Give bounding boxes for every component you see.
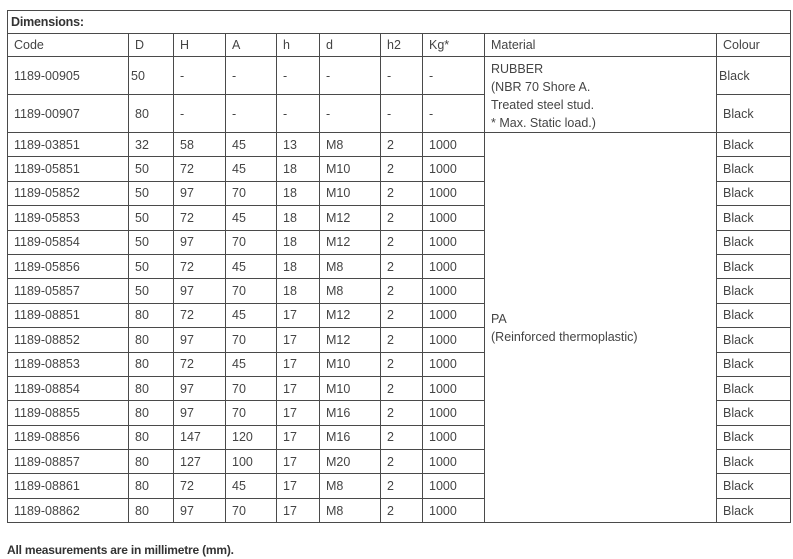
cell-h2: 2 bbox=[381, 157, 423, 181]
cell-code: 1189-00907 bbox=[8, 95, 129, 133]
cell-h-small: 17 bbox=[277, 376, 320, 400]
cell-code: 1189-00905 bbox=[8, 57, 129, 95]
cell-d-thread: M10 bbox=[320, 157, 381, 181]
cell-a: 70 bbox=[226, 376, 277, 400]
cell-h-height: 97 bbox=[174, 376, 226, 400]
cell-d-diameter: 80 bbox=[129, 328, 174, 352]
cell-h-small: - bbox=[277, 57, 320, 95]
material-line: Treated steel stud. bbox=[491, 98, 595, 112]
header-d-thread: d bbox=[320, 34, 381, 57]
cell-kg: 1000 bbox=[423, 401, 485, 425]
cell-d-thread: M20 bbox=[320, 450, 381, 474]
cell-a: 45 bbox=[226, 474, 277, 498]
table-row bbox=[8, 133, 791, 157]
cell-code: 1189-05853 bbox=[8, 206, 129, 230]
cell-d-diameter: 32 bbox=[129, 133, 174, 157]
cell-a: 100 bbox=[226, 450, 277, 474]
cell-d-thread: M8 bbox=[320, 279, 381, 303]
cell-h-height: 72 bbox=[174, 474, 226, 498]
cell-h-small: 18 bbox=[277, 279, 320, 303]
cell-d-diameter: 50 bbox=[129, 206, 174, 230]
cell-d-thread: M10 bbox=[320, 376, 381, 400]
section-title: Dimensions: bbox=[8, 11, 791, 34]
cell-a: 70 bbox=[226, 401, 277, 425]
cell-d-diameter: 80 bbox=[129, 376, 174, 400]
cell-h-small: 17 bbox=[277, 498, 320, 522]
cell-colour: Black bbox=[717, 206, 791, 230]
cell-a: 70 bbox=[226, 230, 277, 254]
cell-colour: Black bbox=[717, 328, 791, 352]
cell-colour: Black bbox=[717, 157, 791, 181]
cell-d-diameter: 80 bbox=[129, 425, 174, 449]
cell-a: 45 bbox=[226, 254, 277, 278]
cell-a: 45 bbox=[226, 352, 277, 376]
table-row bbox=[8, 57, 791, 95]
cell-h-small: 17 bbox=[277, 328, 320, 352]
cell-h-small: 17 bbox=[277, 425, 320, 449]
cell-kg: 1000 bbox=[423, 230, 485, 254]
header-h2: h2 bbox=[381, 34, 423, 57]
cell-kg: - bbox=[423, 57, 485, 95]
cell-colour: Black bbox=[717, 352, 791, 376]
header-colour: Colour bbox=[717, 34, 791, 57]
cell-colour: Black bbox=[717, 376, 791, 400]
cell-d-diameter: 50 bbox=[129, 279, 174, 303]
cell-kg: 1000 bbox=[423, 328, 485, 352]
cell-kg: 1000 bbox=[423, 206, 485, 230]
header-a: A bbox=[226, 34, 277, 57]
cell-h2: 2 bbox=[381, 181, 423, 205]
cell-h-height: 97 bbox=[174, 498, 226, 522]
cell-h-height: 72 bbox=[174, 352, 226, 376]
cell-code: 1189-05851 bbox=[8, 157, 129, 181]
cell-colour: Black bbox=[717, 279, 791, 303]
header-material: Material bbox=[485, 34, 717, 57]
cell-h2: 2 bbox=[381, 254, 423, 278]
cell-d-thread: M16 bbox=[320, 401, 381, 425]
cell-h2: 2 bbox=[381, 498, 423, 522]
cell-colour: Black bbox=[717, 474, 791, 498]
cell-h-small: 17 bbox=[277, 303, 320, 327]
material-rubber bbox=[485, 57, 717, 133]
cell-code: 1189-08856 bbox=[8, 425, 129, 449]
cell-a: - bbox=[226, 57, 277, 95]
cell-d-diameter: 80 bbox=[129, 352, 174, 376]
cell-code: 1189-08862 bbox=[8, 498, 129, 522]
cell-colour: Black bbox=[717, 450, 791, 474]
cell-h2: 2 bbox=[381, 206, 423, 230]
cell-d-thread: M8 bbox=[320, 474, 381, 498]
cell-h-small: 17 bbox=[277, 401, 320, 425]
cell-d-thread: M12 bbox=[320, 206, 381, 230]
cell-d-diameter: 50 bbox=[129, 57, 174, 95]
cell-d-thread: - bbox=[320, 57, 381, 95]
cell-h-height: 72 bbox=[174, 254, 226, 278]
cell-kg: 1000 bbox=[423, 352, 485, 376]
cell-h-height: 97 bbox=[174, 181, 226, 205]
cell-code: 1189-08855 bbox=[8, 401, 129, 425]
cell-d-diameter: 80 bbox=[129, 450, 174, 474]
header-h-small: h bbox=[277, 34, 320, 57]
material-line: * Max. Static load.) bbox=[491, 116, 596, 130]
footnote: All measurements are in millimetre (mm). bbox=[7, 543, 234, 557]
cell-kg: 1000 bbox=[423, 133, 485, 157]
cell-kg: 1000 bbox=[423, 376, 485, 400]
material-line: (NBR 70 Shore A. bbox=[491, 80, 591, 94]
cell-h-height: 97 bbox=[174, 328, 226, 352]
cell-a: 120 bbox=[226, 425, 277, 449]
cell-a: 70 bbox=[226, 279, 277, 303]
cell-kg: 1000 bbox=[423, 303, 485, 327]
cell-h-small: 18 bbox=[277, 181, 320, 205]
cell-d-thread: M8 bbox=[320, 254, 381, 278]
cell-code: 1189-05852 bbox=[8, 181, 129, 205]
cell-d-diameter: 80 bbox=[129, 474, 174, 498]
cell-h2: 2 bbox=[381, 328, 423, 352]
cell-kg: 1000 bbox=[423, 474, 485, 498]
cell-d-thread: M8 bbox=[320, 498, 381, 522]
cell-colour: Black bbox=[717, 230, 791, 254]
cell-colour: Black bbox=[717, 181, 791, 205]
cell-colour: Black bbox=[717, 95, 791, 133]
cell-code: 1189-08853 bbox=[8, 352, 129, 376]
header-kg: Kg* bbox=[423, 34, 485, 57]
cell-d-diameter: 50 bbox=[129, 157, 174, 181]
header-code: Code bbox=[8, 34, 129, 57]
cell-colour: Black bbox=[717, 254, 791, 278]
cell-kg: 1000 bbox=[423, 254, 485, 278]
cell-code: 1189-08861 bbox=[8, 474, 129, 498]
cell-d-thread: M10 bbox=[320, 352, 381, 376]
cell-d-thread: M8 bbox=[320, 133, 381, 157]
cell-h-height: 72 bbox=[174, 157, 226, 181]
cell-h-small: 18 bbox=[277, 157, 320, 181]
cell-d-thread: M10 bbox=[320, 181, 381, 205]
cell-d-diameter: 80 bbox=[129, 401, 174, 425]
cell-h-height: 97 bbox=[174, 401, 226, 425]
cell-a: 45 bbox=[226, 303, 277, 327]
cell-h-height: 97 bbox=[174, 230, 226, 254]
cell-kg: 1000 bbox=[423, 498, 485, 522]
material-line: PA bbox=[491, 311, 507, 326]
cell-colour: Black bbox=[717, 303, 791, 327]
cell-h2: 2 bbox=[381, 450, 423, 474]
cell-h-height: 58 bbox=[174, 133, 226, 157]
cell-d-diameter: 80 bbox=[129, 498, 174, 522]
cell-colour: Black bbox=[717, 498, 791, 522]
material-line: (Reinforced thermoplastic) bbox=[491, 329, 638, 344]
material-pa bbox=[485, 133, 717, 523]
cell-d-diameter: 50 bbox=[129, 254, 174, 278]
cell-code: 1189-05856 bbox=[8, 254, 129, 278]
cell-kg: 1000 bbox=[423, 425, 485, 449]
cell-colour: Black bbox=[717, 425, 791, 449]
cell-kg: - bbox=[423, 95, 485, 133]
cell-h-height: - bbox=[174, 95, 226, 133]
cell-h2: 2 bbox=[381, 133, 423, 157]
cell-a: 70 bbox=[226, 181, 277, 205]
cell-a: 45 bbox=[226, 157, 277, 181]
cell-code: 1189-08852 bbox=[8, 328, 129, 352]
cell-h-small: 18 bbox=[277, 206, 320, 230]
cell-h-small: 13 bbox=[277, 133, 320, 157]
header-row bbox=[8, 34, 791, 57]
cell-code: 1189-08857 bbox=[8, 450, 129, 474]
cell-h-small: 17 bbox=[277, 352, 320, 376]
cell-code: 1189-05857 bbox=[8, 279, 129, 303]
cell-d-diameter: 80 bbox=[129, 303, 174, 327]
header-d-diameter: D bbox=[129, 34, 174, 57]
material-line: RUBBER bbox=[491, 62, 544, 76]
cell-a: 70 bbox=[226, 498, 277, 522]
cell-h2: 2 bbox=[381, 425, 423, 449]
cell-d-thread: M12 bbox=[320, 230, 381, 254]
cell-h-height: 97 bbox=[174, 279, 226, 303]
cell-kg: 1000 bbox=[423, 279, 485, 303]
cell-h-small: 17 bbox=[277, 474, 320, 498]
cell-h2: 2 bbox=[381, 401, 423, 425]
cell-h-height: 72 bbox=[174, 206, 226, 230]
cell-code: 1189-03851 bbox=[8, 133, 129, 157]
cell-h-small: 18 bbox=[277, 254, 320, 278]
cell-h2: 2 bbox=[381, 279, 423, 303]
cell-h-height: 127 bbox=[174, 450, 226, 474]
cell-h2: 2 bbox=[381, 303, 423, 327]
dimensions-table bbox=[7, 10, 791, 523]
cell-d-diameter: 80 bbox=[129, 95, 174, 133]
cell-code: 1189-08854 bbox=[8, 376, 129, 400]
cell-a: 70 bbox=[226, 328, 277, 352]
cell-a: 45 bbox=[226, 133, 277, 157]
cell-a: 45 bbox=[226, 206, 277, 230]
cell-code: 1189-05854 bbox=[8, 230, 129, 254]
cell-a: - bbox=[226, 95, 277, 133]
header-h-height: H bbox=[174, 34, 226, 57]
cell-kg: 1000 bbox=[423, 157, 485, 181]
cell-kg: 1000 bbox=[423, 450, 485, 474]
cell-d-diameter: 50 bbox=[129, 230, 174, 254]
cell-h2: 2 bbox=[381, 352, 423, 376]
cell-h2: 2 bbox=[381, 474, 423, 498]
cell-d-thread: M12 bbox=[320, 328, 381, 352]
cell-h2: - bbox=[381, 57, 423, 95]
cell-d-diameter: 50 bbox=[129, 181, 174, 205]
cell-h2: - bbox=[381, 95, 423, 133]
cell-h-small: 17 bbox=[277, 450, 320, 474]
cell-d-thread: - bbox=[320, 95, 381, 133]
cell-h-height: 72 bbox=[174, 303, 226, 327]
cell-colour: Black bbox=[717, 401, 791, 425]
cell-h-small: 18 bbox=[277, 230, 320, 254]
cell-colour: Black bbox=[717, 133, 791, 157]
cell-h2: 2 bbox=[381, 376, 423, 400]
cell-h-height: 147 bbox=[174, 425, 226, 449]
cell-d-thread: M16 bbox=[320, 425, 381, 449]
cell-h-small: - bbox=[277, 95, 320, 133]
cell-d-thread: M12 bbox=[320, 303, 381, 327]
cell-code: 1189-08851 bbox=[8, 303, 129, 327]
cell-colour: Black bbox=[717, 57, 791, 95]
cell-h2: 2 bbox=[381, 230, 423, 254]
cell-kg: 1000 bbox=[423, 181, 485, 205]
cell-h-height: - bbox=[174, 57, 226, 95]
